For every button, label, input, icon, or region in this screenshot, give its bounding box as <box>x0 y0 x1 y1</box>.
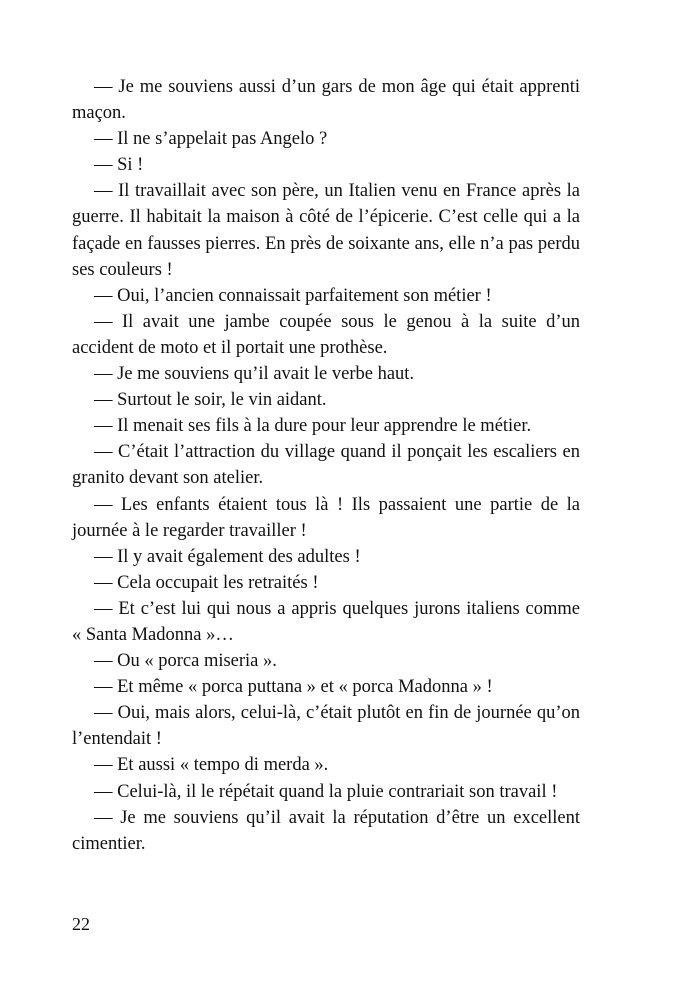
paragraph: — C’était l’attraction du village quand il ponçait les escaliers en granito devant son atelier. <box>72 442 580 489</box>
paragraph: — Ou « porca miseria ». <box>94 651 277 672</box>
paragraph: — Celui-là, il le répétait quand la pluie contrariait son travail ! <box>94 781 558 802</box>
paragraph: — Je me souviens aussi d’un gars de mon âge qui était apprenti maçon. <box>72 77 580 124</box>
paragraph: — Et c’est lui qui nous a appris quelques jurons italiens comme « Santa Madonna »… <box>72 598 580 645</box>
paragraph: — Il y avait également des adultes ! <box>94 546 361 567</box>
paragraph: — Oui, l’ancien connaissait parfaitement son métier ! <box>94 285 492 306</box>
paragraph: — Si ! <box>94 155 144 176</box>
paragraph: — Oui, mais alors, celui-là, c’était plutôt en fin de journée qu’on l’entendait ! <box>72 703 580 750</box>
page-body <box>72 74 580 857</box>
paragraph: — Surtout le soir, le vin aidant. <box>94 390 327 411</box>
paragraph: — Je me souviens qu’il avait le verbe haut. <box>94 364 415 385</box>
paragraph: — Il ne s’appelait pas Angelo ? <box>94 129 328 150</box>
paragraph: — Et aussi « tempo di merda ». <box>94 755 329 776</box>
paragraph: — Il menait ses fils à la dure pour leur apprendre le métier. <box>94 416 532 437</box>
paragraph: — Je me souviens qu’il avait la réputation d’être un excellent cimentier. <box>72 807 580 854</box>
paragraph: — Les enfants étaient tous là ! Ils passaient une partie de la journée à le regarder travailler ! <box>72 494 580 541</box>
paragraph: — Il travaillait avec son père, un Italien venu en France après la guerre. Il habitait la maison à côté de l’épicerie. C’est celle qui a la façade en fausses pierres. En près de soixante ans, elle n’a pas perdu ses couleurs ! <box>72 181 580 280</box>
paragraph: — Et même « porca puttana » et « porca Madonna » ! <box>94 677 493 698</box>
paragraph: — Il avait une jambe coupée sous le genou à la suite d’un accident de moto et il portait une prothèse. <box>72 311 580 358</box>
page-number: 22 <box>72 914 90 934</box>
paragraph: — Cela occupait les retraités ! <box>94 572 319 593</box>
